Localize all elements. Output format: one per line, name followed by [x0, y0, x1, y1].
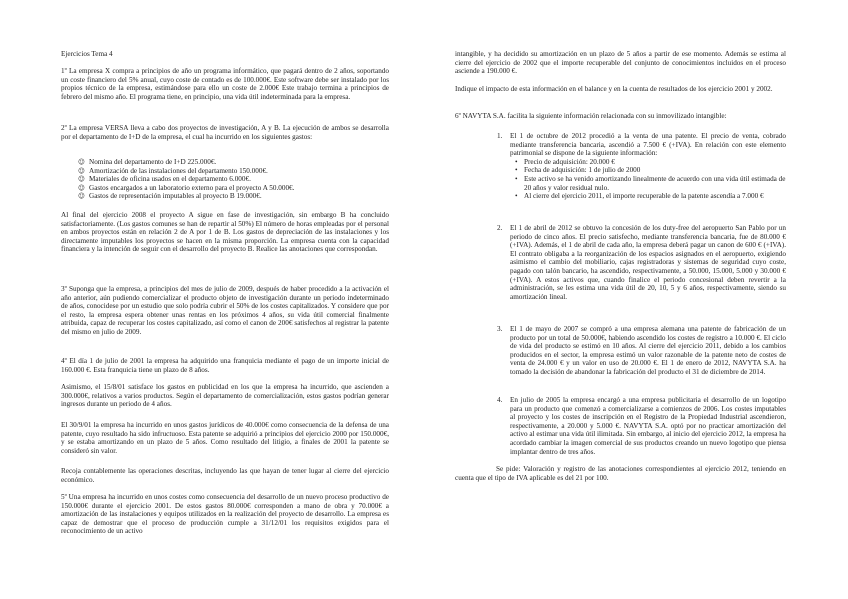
exercise-4-legal: El 30/9/01 la empresa ha incurrido en unos gastos jurídicos de 40.000€ como consecuencia de la defensa de una patente, cuyo resultado ha sido infructuoso. Esta patente se adquirió a principios del ejercicio 2000 por 150.000€, y se estaba amortizando en un plazo de 5 años. Como resultado del litigio, a finales de 2001 la patente se consideró sin valor. [61, 421, 389, 455]
list-item: ☺ Gastos encargados a un laboratorio externo para el proyecto A 50.000€. [75, 184, 375, 193]
sub-list [510, 158, 786, 201]
list-item: ☺ Materiales de oficina usados en el departamento 6.000€. [75, 175, 375, 184]
item-text: El 1 de mayo de 2007 se compró a una empresa alemana una patente de fabricación de un producto por un total de 50.000€, habiendo ascendido los costes de registro a 10.000 €. El ciclo de vida del producto se estimó en 10 años. Al cierre del ejercicio 2011, debido a los cambios producidos en el sector, la empresa estimó un valor razonable de la patente neto de costes de venta de 24.000 € y un valor en uso de 20.000 €. El 1 de enero de 2012, NAVYTA S.A. ha tomado la decisión de abandonar la fabricación del producto el 31 de diciembre de 2014. [510, 325, 786, 376]
item-text: El 1 de abril de 2012 se obtuvo la concesión de los duty-free del aeropuerto San Pablo por un periodo de cinco años. El precio satisfecho, mediante transferencia bancaria, fue de 80.000 € (+IVA). Además, el 1 de abril de cada año, la empresa deberá pagar un canon de 600 € (+IVA). El contrato obligaba a la reorganización de los espacios asignados en el aeropuerto, exigiendo asimismo el cambio del mobiliario, cajas registradoras y sistemas de seguridad cuyo coste, pagado con talón bancario, ha ascendido, respectivamente, a 50.000, 15.000, 5.000 y 30.000 € (+IVA). A estos activos que, cuando finalice el periodo concesional deben revertir a la administración, se les estima una vida útil de 20, 10, 5 y 6 años, respectivamente, siendo su amortización lineal. [510, 224, 786, 301]
document-title: Ejercicios Tema 4 [61, 50, 113, 58]
list-item: ☺ Amortización de las instalaciones del departamento 150.000€. [75, 167, 375, 176]
list-item [497, 396, 786, 456]
exercise-2-list [75, 158, 375, 201]
item-text: En julio de 2005 la empresa encargó a una empresa publicitaria el desarrollo de un logotipo para un producto que comenzó a comercializarse a comienzos de 2006. Los costes imputables al proyecto y los costes de inscripción en el Registro de la Propiedad Industrial ascendieron, respectivamente, a 20.000 y 5.000 €. NAVYTA S.A. optó por no practicar amortización del activo al estimar una vida útil ilimitada. Sin embargo, al inicio del ejercicio 2012, la empresa ha acordado cambiar la imagen comercial de sus productos creando un nuevo logotipo que piensa implantar dentro de tres años. [510, 396, 786, 456]
exercise-2-intro: 2º La empresa VERSA lleva a cabo dos proyectos de investigación, A y B. La ejecución de ambos se desarrolla por el departamento de I+D de la empresa, el cual ha incurrido en los siguientes gastos: [61, 124, 389, 141]
exercise-5-continued: intangible, y ha decidido su amortización en un plazo de 5 años a partir de ese momento. Además se estima al cierre del ejercicio de 2002 que el importe recuperable del conjunto de conocimientos incluidos en el proceso asciende a 190.000 €. [455, 50, 786, 76]
list-item [497, 132, 786, 201]
item-text: El 1 de octubre de 2012 procedió a la venta de una patente. El precio de venta, cobrado mediante transferencia bancaria, ascendió a 7.500 € (+IVA). En relación con este elemento patrimonial se dispone de la siguiente información: [510, 132, 786, 158]
exercise-5-task: Indique el impacto de esta información en el balance y en la cuenta de resultados de los ejercicio 2001 y 2002. [455, 85, 773, 93]
exercise-2-body: Al final del ejercicio 2008 el proyecto A sigue en fase de investigación, sin embargo B ha concluido satisfactoriamente. (Los gastos comunes se han de repartir al 50%) El número de horas empleadas por el personal en ambos proyectos están en relación 2 de A por 1 de B. Los gastos de depreciación de las instalaciones y los directamente imputables los proyectos se hacen en la misma proporción. La empresa cuenta con la capacidad financiera y la intención de seguir con el desarrollo del proyecto B. Realice las anotaciones que correspondan. [61, 211, 389, 254]
exercise-4-advertising: Asimismo, el 15/8/01 satisface los gastos en publicidad en los que la empresa ha incurrido, que ascienden a 300.000€, relativos a varios productos. Según el departamento de comercialización, estos gastos podrían generar ingresos durante un periodo de 4 años. [61, 383, 389, 409]
exercise-3: 3º Suponga que la empresa, a principios del mes de julio de 2009, después de haber procedido a la activación el año anterior, aún pudiendo comercializar el producto objeto de investigación durante un periodo indeterminado de años, conocidese por un estudio que solo podría cubrir el 50% de los costes capitalizados. Y considere que por el resto, la empresa espera obtener unas rentas en los próximos 4 años, su vida útil comercial finalmente atribuida, capaz de recuperar los costes capitalizado, así como el canon de 200€ satisfechos al registrar la patente del mismo en julio de 2009. [61, 285, 389, 336]
list-item: ☺ Nomina del departamento de I+D 225.000€. [75, 158, 375, 167]
exercise-6-intro: 6º NAVYTA S.A. facilita la siguiente información relacionada con su inmovilizado intangible: [455, 112, 727, 120]
exercise-4: 4º El día 1 de julio de 2001 la empresa ha adquirido una franquicia mediante el pago de un importe inicial de 160.000 €. Esta franquicia tiene un plazo de 8 años. [61, 357, 389, 374]
sub-list-item: • Precio de adquisición: 20.000 € [510, 158, 786, 167]
item-number: 4. [497, 396, 503, 404]
sub-list-item: • Fecha de adquisición: 1 de julio de 2000 [510, 166, 786, 175]
sub-list-item: • Este activo se ha venido amortizando linealmente de acuerdo con una vida útil estimada de 20 años y valor residual nulo. [510, 175, 786, 192]
list-item [497, 224, 786, 301]
closing-task: Se pide: Valoración y registro de las anotaciones correspondientes al ejercicio 2012, teniendo en cuenta que el tipo de IVA aplicable es del 21 por 100. [455, 465, 786, 482]
list-item [497, 325, 786, 377]
sub-list-item: • Al cierre del ejercicio 2011, el importe recuperable de la patente ascendía a 7.000 € [510, 192, 786, 201]
exercise-5: 5º Una empresa ha incurrido en unos costes como consecuencia del desarrollo de un nuevo proceso productivo de 150.000€ durante el ejercicio 2001. De estos gastos 80.000€ corresponden a mano de obra y 70.000€ a amortización de las instalaciones y equipos utilizados en la realización del proyecto de desarrollo. La empresa es capaz de demostrar que el proceso de producción cumple a 31/12/01 los requisitos exigidos para el reconocimiento de un activo [61, 493, 389, 536]
item-number: 1. [497, 132, 503, 140]
list-item: ☺ Gastos de representación imputables al proyecto B 19.000€. [75, 192, 375, 201]
exercise-1: 1º La empresa X compra a principios de año un programa informático, que pagará dentro de 2 años, soportando un coste financiero del 5% anual, cuyo coste de contado es de 100.000€. Este software debe ser instalado por los propios técnico de la empresa, estimándose para ello un coste de 2.000€ Este trabajo termina a principios de febrero del mismo año. El programa tiene, en principio, una vida útil indeterminada para la empresa. [61, 67, 389, 101]
item-number: 2. [497, 224, 503, 232]
item-number: 3. [497, 325, 503, 333]
exercise-4-task: Recoja contablemente las operaciones descritas, incluyendo las que hayan de tener lugar al cierre del ejercicio económico. [61, 467, 389, 484]
